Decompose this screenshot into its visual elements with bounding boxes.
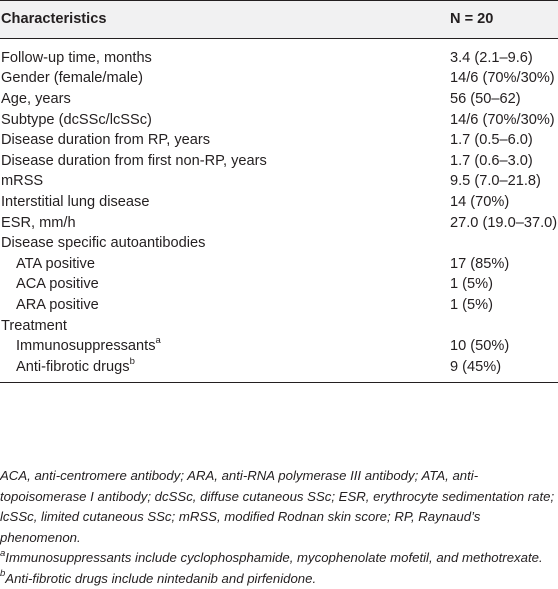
row-value: 14 (70%): [450, 192, 558, 213]
row-label: Disease specific autoantibodies: [1, 235, 205, 251]
abbreviations-note: ACA, anti-centromere antibody; ARA, anti-RNA polymerase III antibody; ATA, anti-topoisomerase I antibody; dcSSc, diffuse cutaneous SSc; ESR, erythrocyte sedimentation rate; lcSSc, limited cutaneous SSc; mRSS, modified Rodnan skin score; RP, Raynaud’s phenomenon.: [0, 466, 556, 548]
table-row: [0, 213, 558, 234]
footnote-a: [0, 548, 556, 569]
row-value: 3.4 (2.1–9.6): [450, 39, 558, 69]
row-label-cell: [0, 89, 450, 110]
row-value: 14/6 (70%/30%): [450, 110, 558, 131]
row-label-cell: [0, 295, 450, 316]
table-row: [0, 89, 558, 110]
row-label: Follow-up time, months: [1, 50, 152, 66]
table-row: [0, 336, 558, 357]
row-label-cell: [0, 213, 450, 234]
table-row: [0, 130, 558, 151]
row-label: ESR, mm/h: [1, 215, 76, 231]
row-value: 1.7 (0.6–3.0): [450, 151, 558, 172]
row-value: 14/6 (70%/30%): [450, 69, 558, 90]
table-header-row: [0, 1, 558, 39]
row-label-cell: [0, 233, 450, 254]
table-row: [0, 172, 558, 193]
table-row: [0, 69, 558, 90]
row-label: Disease duration from RP, years: [1, 132, 210, 148]
table-row: [0, 316, 558, 337]
row-value: 1 (5%): [450, 275, 558, 296]
table-row: [0, 151, 558, 172]
row-label-cell: [0, 192, 450, 213]
row-label: ARA positive: [1, 297, 99, 314]
table-row: [0, 110, 558, 131]
footnote-a-mark: a: [0, 548, 5, 559]
row-label-cell: [0, 130, 450, 151]
row-value: 10 (50%): [450, 336, 558, 357]
row-label: Gender (female/male): [1, 70, 143, 86]
row-label: mRSS: [1, 173, 43, 189]
row-label: Treatment: [1, 318, 67, 334]
row-value: 9 (45%): [450, 357, 558, 382]
row-value: 1 (5%): [450, 295, 558, 316]
row-label: Age, years: [1, 91, 71, 107]
table-body: [0, 39, 558, 383]
footnote-a-text: Immunosuppressants include cyclophosphamide, mycophenolate mofetil, and methotrexate.: [5, 550, 542, 565]
footnote-b: [0, 569, 556, 589]
table-row: [0, 233, 558, 254]
row-label-cell: [0, 316, 450, 337]
row-value: 27.0 (19.0–37.0): [450, 213, 558, 234]
row-label: Subtype (dcSSc/lcSSc): [1, 112, 152, 128]
row-label: ACA positive: [1, 276, 99, 293]
row-label: Interstitial lung disease: [1, 194, 149, 210]
row-value: [450, 316, 558, 337]
row-label: Anti-fibrotic drugs$^b$: [1, 359, 135, 376]
row-label-cell: [0, 336, 450, 357]
table-row: [0, 295, 558, 316]
table-row: [0, 275, 558, 296]
table-row: [0, 357, 558, 382]
table-row: [0, 192, 558, 213]
row-label-cell: [0, 357, 450, 382]
footnote-marker: b: [130, 356, 135, 367]
table-footnotes: [0, 466, 556, 589]
row-label-cell: [0, 69, 450, 90]
row-label: ATA positive: [1, 256, 95, 273]
footnote-b-mark: b: [0, 568, 5, 579]
table-row: [0, 254, 558, 275]
row-label-cell: [0, 39, 450, 69]
row-label-cell: [0, 275, 450, 296]
header-n: N = 20: [450, 1, 558, 39]
row-label-cell: [0, 110, 450, 131]
row-label-cell: [0, 172, 450, 193]
row-value: 17 (85%): [450, 254, 558, 275]
footnote-marker: a: [156, 335, 161, 346]
header-characteristics: Characteristics: [0, 1, 450, 39]
row-label-cell: [0, 151, 450, 172]
row-label-cell: [0, 254, 450, 275]
row-label: Immunosuppressants$^a$: [1, 338, 161, 355]
row-value: 1.7 (0.5–6.0): [450, 130, 558, 151]
row-value: 9.5 (7.0–21.8): [450, 172, 558, 193]
footnote-b-text: Anti-fibrotic drugs include nintedanib and pirfenidone.: [5, 571, 316, 586]
row-label: Disease duration from first non-RP, years: [1, 153, 267, 169]
table-row: [0, 39, 558, 69]
row-value: [450, 233, 558, 254]
row-value: 56 (50–62): [450, 89, 558, 110]
